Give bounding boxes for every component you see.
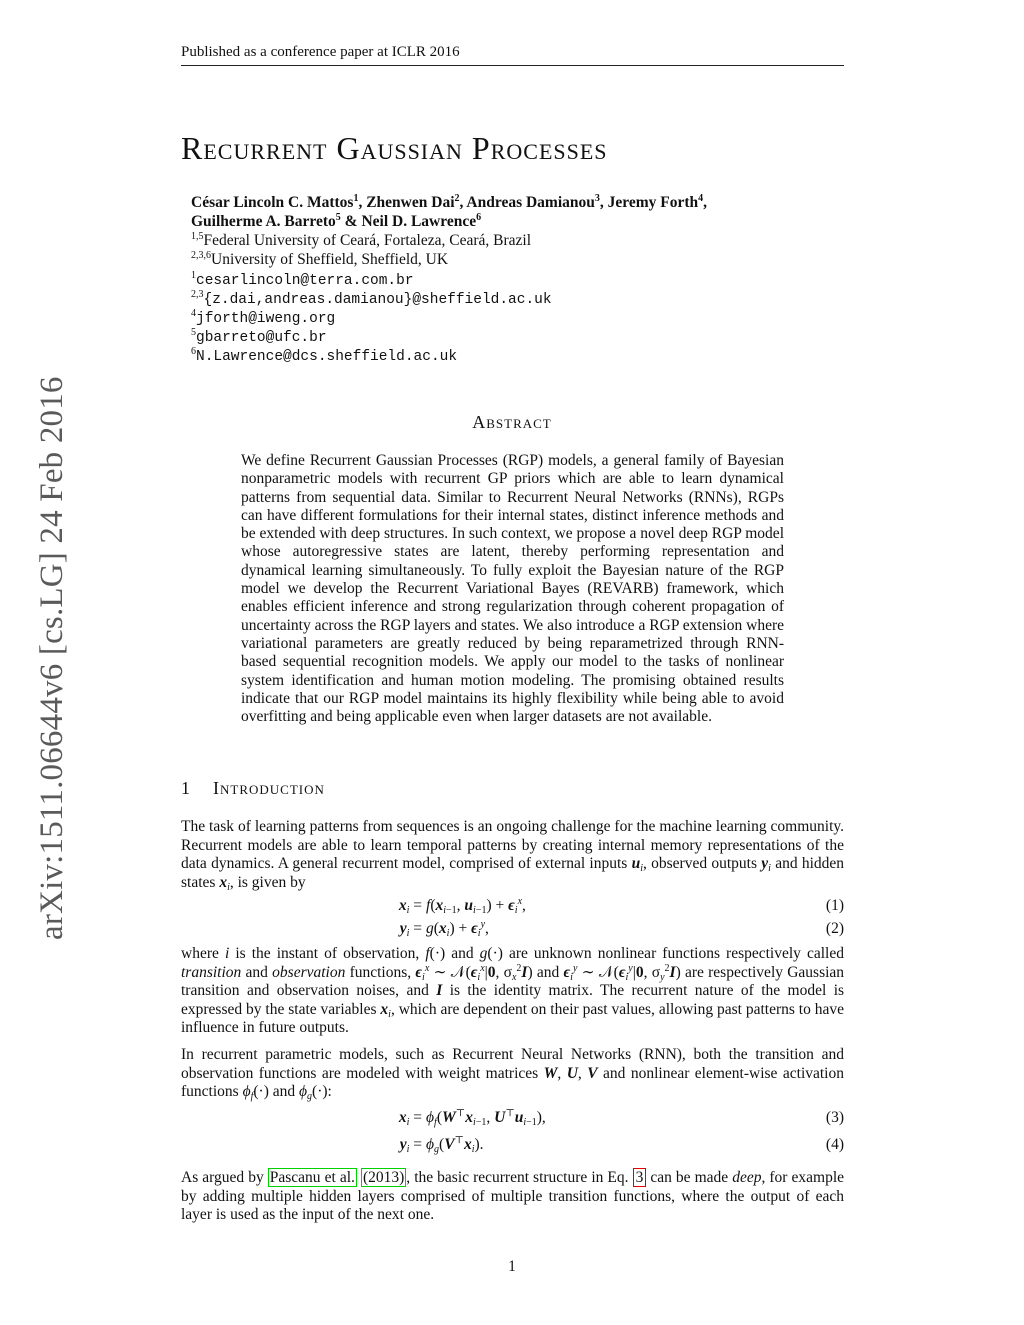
intro-paragraph-4: As argued by Pascanu et al. (2013) , the basic recurrent structure in Eq. 3 can be made deep, for example by adding multiple hidden layers comprised of multiple transition functions, where the output of each layer is used as the input of the next one. xyxy=(181,1169,845,1223)
email-line[interactable]: $^5$gbarreto@ufc.br xyxy=(191,327,327,346)
email-line[interactable]: $^1$cesarlincoln@terra.com.br xyxy=(191,270,414,289)
author-name: Neil D. Lawrence xyxy=(361,213,477,230)
affiliation: $^{2,3,6}$University of Sheffield, Sheffield, UK xyxy=(191,250,449,268)
author-list: César Lincoln C. Mattos$^1$, Zhenwen Dai$^2$, Andreas Damianou$^3$, Jeremy Forth$^4$, Guilherme A. Barreto$^5$ & Neil D. Lawrence$^6$ xyxy=(191,193,708,230)
intro-paragraph-2: where i is the instant of observation, f(·) and g(·) are unknown nonlinear functions respectively called transition and observation functions, $\epsilon_i^x$ ∼ $𝒩(\epsilon_i^x|0$, $\sigma_x^2I$) and $\epsilon_i^y$ ∼ $𝒩(\epsilon_i^y|0$, $\sigma_y^2I$) are respectively Gaussian transition and observation noises, and I is the identity matrix. The recurrent nature of the model is expressed by the state variables $x_i$, which are dependent on their past values, allowing past patterns to have influence in future outputs. xyxy=(181,945,845,1036)
equation-3: $x_i$ = $\phi_f(W^⊤x_{i-1}$, $U^⊤u_{i-1}$), (3) xyxy=(398,1108,844,1128)
section-heading: 1 Introduction xyxy=(181,778,325,798)
email-line[interactable]: $^6$N.Lawrence@dcs.sheffield.ac.uk xyxy=(191,346,458,365)
citation-year-link[interactable]: (2013) xyxy=(362,1169,405,1186)
author-name: César Lincoln C. Mattos xyxy=(191,194,354,211)
equation-2: $y_i$ = $g(x_i) + \epsilon_i^y$, (2) xyxy=(399,919,844,939)
intro-paragraph-1: The task of learning patterns from sequences is an ongoing challenge for the machine learning community. Recurrent models are able to learn temporal patterns by creating internal memory representations of the data dynamics. A general recurrent model, comprised of external inputs $u_i$, observed outputs $y_i$ and hidden states $x_i$, is given by xyxy=(181,818,845,893)
affiliation: $^{1,5}$Federal University of Ceará, Fortaleza, Ceará, Brazil xyxy=(191,231,532,249)
abstract-heading: Abstract xyxy=(472,412,552,432)
equation-4: $y_i$ = $\phi_g(V^⊤x_i)$. (4) xyxy=(399,1135,844,1155)
citation-link[interactable]: Pascanu et al. xyxy=(269,1169,355,1186)
email-line[interactable]: $^{2,3}${z.dai,andreas.damianou}@sheffield.ac.uk xyxy=(191,289,552,308)
equation-1: $x_i$ = $f(x_{i-1}$, $u_{i-1}) + \epsilon_i^x$, (1) xyxy=(398,896,844,916)
author-name: Jeremy Forth xyxy=(607,194,699,211)
intro-paragraph-3: In recurrent parametric models, such as Recurrent Neural Networks (RNN), both the transition and observation functions are modeled with weight matrices W, U, V and nonlinear element-wise activation functions $\phi_f(\cdot)$ and $\phi_g(\cdot)$: xyxy=(181,1046,844,1102)
arxiv-stamp: arXiv:1511.06644v6 [cs.LG] 24 Feb 2016 xyxy=(34,376,70,940)
equation-ref-link[interactable]: 3 xyxy=(633,1168,647,1187)
header-rule xyxy=(181,65,844,66)
author-name: Zhenwen Dai xyxy=(366,194,455,211)
author-name: Guilherme A. Barreto xyxy=(191,213,336,230)
author-name: Andreas Damianou xyxy=(466,194,595,211)
email-line[interactable]: $^4$jforth@iweng.org xyxy=(191,308,336,327)
paper-title: Recurrent Gaussian Processes xyxy=(181,130,608,166)
abstract-body: We define Recurrent Gaussian Processes (RGP) models, a general family of Bayesian nonparametric models with recurrent GP priors which are able to learn dynamical patterns from sequential data. Similar to Recurrent Neural Networks (RNNs), RGPs can have different formulations for their internal states, distinct inference methods and be extended with deep structures. In such context, we propose a novel deep RGP model whose autoregressive states are latent, thereby performing representation and dynamical learning simultaneously. To fully exploit the Bayesian nature of the RGP model we develop the Recurrent Variational Bayes (REVARB) framework, which enables efficient inference and strong regularization through coherent propagation of uncertainty across the RGP layers and states. We also introduce a RGP extension where variational parameters are greatly reduced by being reparametrized through RNN-based sequential recognition models. We apply our model to the tasks of nonlinear system identification and human motion modeling. The promising obtained results indicate that our RGP model maintains its highly flexibility while being able to avoid overfitting and being applicable even when larger datasets are not available. xyxy=(241,452,784,726)
page-number: 1 xyxy=(508,1258,516,1275)
running-header: Published as a conference paper at ICLR 2016 xyxy=(181,44,460,60)
